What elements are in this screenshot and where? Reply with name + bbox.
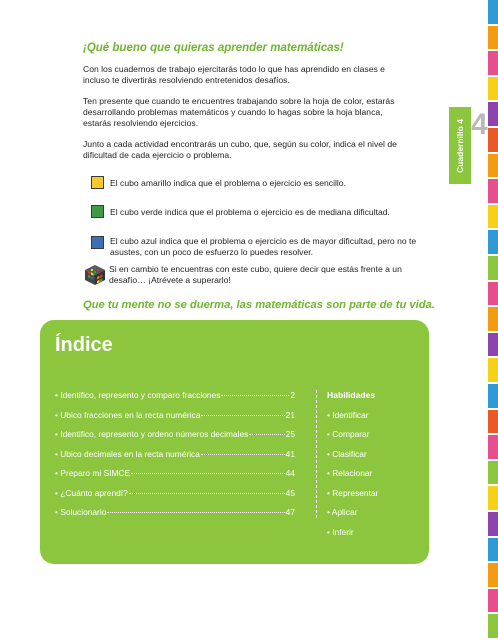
color-stripe <box>488 333 498 357</box>
skill-item: • Identificar <box>327 409 369 420</box>
color-stripe <box>488 614 498 638</box>
index-list <box>55 390 295 527</box>
color-stripe <box>488 77 498 101</box>
rubik-cube-text: Si en cambio te encuentras con este cubo, quiere decir que estás frente a un desafío… ¡Atrévete a superarlo! <box>109 264 402 285</box>
color-stripe <box>488 230 498 254</box>
skills-column <box>327 390 378 546</box>
green-cube-text: El cubo verde indica que el problema o ejercicio es de mediana dificultad. <box>110 207 390 217</box>
index-item[interactable] <box>55 507 295 527</box>
index-item-page: 21 <box>285 409 295 420</box>
color-stripe <box>488 205 498 229</box>
color-stripe <box>488 0 498 24</box>
color-stripe <box>488 384 498 408</box>
skill-item: • Representar <box>327 487 379 498</box>
side-tab-number: 4 <box>471 108 488 141</box>
index-item-page: 44 <box>285 468 295 478</box>
index-item[interactable] <box>55 488 295 508</box>
index-item-label: • Ubico decimales en la recta numérica <box>55 448 200 459</box>
color-stripe <box>488 282 498 306</box>
index-item[interactable] <box>55 410 295 430</box>
dot-leader <box>107 512 284 513</box>
index-panel <box>40 320 429 564</box>
blue-cube-icon <box>91 236 104 249</box>
index-item-page: 47 <box>285 507 295 517</box>
skill-item: • Clasificar <box>327 448 367 459</box>
intro-section <box>83 42 413 171</box>
color-stripe-border <box>488 0 498 640</box>
dot-leader <box>201 415 284 416</box>
index-item[interactable] <box>55 449 295 469</box>
color-stripe <box>488 51 498 75</box>
intro-paragraph-1: Con los cuadernos de trabajo ejercitarás todo lo que has aprendido en clases e incluso te divertirás resolviendo entretenidos desafíos. <box>83 64 385 85</box>
skill-item: • Aplicar <box>327 507 358 517</box>
index-item-label: • ¿Cuánto aprendí? <box>55 487 128 498</box>
index-item[interactable] <box>55 429 295 449</box>
side-tab-text: Cuadernillo 4 <box>455 119 465 173</box>
index-item-page: 25 <box>285 429 295 439</box>
color-stripe <box>488 358 498 382</box>
color-stripe <box>488 563 498 587</box>
index-item[interactable] <box>55 390 295 410</box>
index-item-label: • Preparo mi SIMCE <box>55 468 131 478</box>
intro-paragraph-2: Ten presente que cuando te encuentres trabajando sobre la hoja de color, estarás desarrollando problemas matemáticos y cuando lo hagas sobre la hoja blanca, estarás resolviendo ejercicios. <box>83 96 395 128</box>
color-stripe <box>488 256 498 280</box>
dot-leader <box>201 454 285 455</box>
index-item-page: 41 <box>285 448 295 459</box>
color-stripe <box>488 307 498 331</box>
index-item[interactable] <box>55 468 295 488</box>
index-item-label: • Solucionario <box>55 507 107 517</box>
yellow-cube-text: El cubo amarillo indica que el problema o ejercicio es sencillo. <box>110 178 346 188</box>
color-stripe <box>488 538 498 562</box>
color-stripe <box>488 128 498 152</box>
dot-leader <box>131 473 285 474</box>
color-stripe <box>488 179 498 203</box>
cube-legend-green <box>91 205 421 218</box>
dot-leader <box>129 493 285 494</box>
skill-item: • Relacionar <box>327 468 373 478</box>
index-item-page: 45 <box>285 487 295 498</box>
index-item-label: • Ubico fracciones en la recta numérica <box>55 409 201 420</box>
intro-paragraph-3: Junto a cada actividad encontrarás un cubo, que, según su color, indica el nivel de dificultad de cada ejercicio o problema. <box>83 139 397 160</box>
color-stripe <box>488 486 498 510</box>
color-stripe <box>488 589 498 613</box>
rubik-cube-icon <box>84 264 104 284</box>
skill-item: • Inferir <box>327 526 354 537</box>
color-stripe <box>488 26 498 50</box>
side-tab-label <box>449 110 471 182</box>
cube-legend-blue <box>91 236 421 258</box>
index-item-label: • Identifico, represento y ordeno números decimales <box>55 429 249 439</box>
skill-item: • Comparar <box>327 429 370 439</box>
yellow-cube-icon <box>91 176 104 189</box>
color-stripe <box>488 461 498 485</box>
cube-legend-yellow <box>91 176 421 189</box>
color-stripe <box>488 435 498 459</box>
skills-divider <box>316 390 317 518</box>
intro-title: ¡Qué bueno que quieras aprender matemáticas! <box>83 42 344 54</box>
index-item-page: 2 <box>290 390 295 400</box>
index-item-label: • Identifico, represento y comparo fracciones <box>55 390 221 400</box>
color-stripe <box>488 102 498 126</box>
motto: Que tu mente no se duerma, las matemáticas son parte de tu vida. <box>83 299 435 311</box>
color-stripe <box>488 512 498 536</box>
blue-cube-text: El cubo azul indica que el problema o ejercicio es de mayor dificultad, pero no te asustes, con un poco de esfuerzo lo puedes resolver. <box>110 236 417 257</box>
skills-title: Habilidades <box>327 390 376 400</box>
color-stripe <box>488 410 498 434</box>
cube-legend-rubik <box>84 264 414 286</box>
dot-leader <box>221 395 289 396</box>
dot-leader <box>249 434 284 435</box>
color-stripe <box>488 154 498 178</box>
green-cube-icon <box>91 205 104 218</box>
index-title: Índice <box>55 334 113 356</box>
